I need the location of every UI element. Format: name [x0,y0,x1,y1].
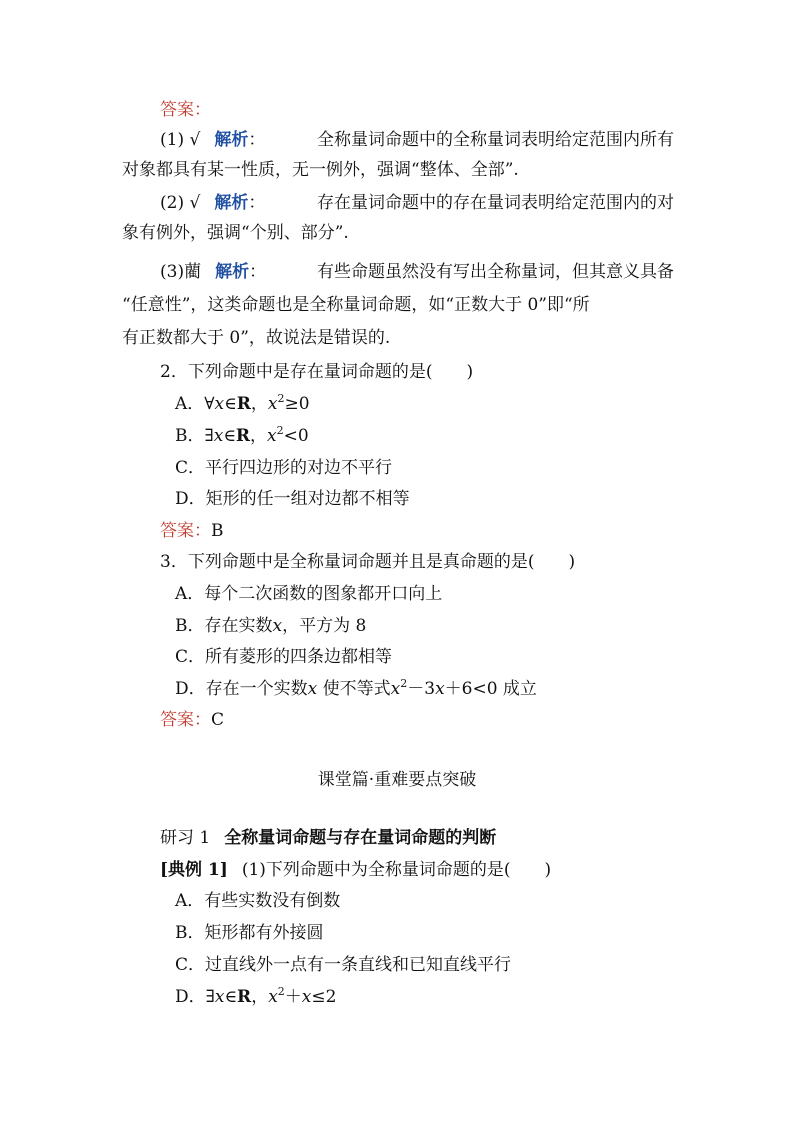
in-symbol: ∈ [224,394,237,414]
analysis-label-1: 解析 [214,130,249,150]
option-a-prefix: A．∀ [175,394,215,414]
option-d-rest: ≤2 [311,987,337,1007]
item-1-text-1: 全称量词命题中的全称量词表明给定范围内所有 [317,130,674,150]
item-3-number: (3) [160,262,185,282]
option-b-text: B．存在实数 [175,616,273,636]
option-b-rest: ，平方为 8 [282,616,367,636]
option-b-prefix: B．∃ [175,426,214,446]
topic-title: 全称量词命题与存在量词命题的判断 [224,828,497,848]
option-d-text: D．存在一个实数 [175,679,308,699]
analysis-label-3: 解析 [215,262,250,282]
item-2-number: (2) [160,193,185,213]
example-label: [典例 1] [160,860,228,880]
set-r: R [236,394,251,414]
comma: ， [250,426,268,446]
comma: ， [251,987,269,1007]
topic-heading [160,826,496,850]
var-x: x [272,616,283,636]
var-x: x [268,987,278,1007]
var-x: x [267,394,278,414]
question-3-answer [160,708,224,732]
var-x: x [213,426,224,446]
plus-sign: ＋ [284,987,302,1007]
set-r: R [235,426,251,446]
example-1-option-d [175,985,336,1009]
question-2-option-a [175,392,310,416]
var-x: x [390,679,401,699]
question-3-answer-value: C [211,710,225,730]
option-d-prefix: D．∃ [175,987,215,1007]
question-3-stem: 3．下列命题中是全称量词命题并且是真命题的是( ) [160,552,576,572]
colon: ： [249,262,267,282]
answer-label-2: 答案： [160,521,211,541]
question-2-option-d: D．矩形的任一组对边都不相等 [175,489,410,509]
question-3-option-d [175,677,537,701]
question-2-option-b [175,424,309,448]
item-2-mark: √ [189,193,201,213]
item-2-text-2: 象有例外，强调“个别、部分”. [122,223,349,243]
option-a-rest: ≥0 [284,394,310,414]
comma: ， [250,394,268,414]
analysis-label-2: 解析 [214,193,249,213]
var-x: x [214,394,225,414]
item-1-line-1 [160,128,674,152]
var-x: x [435,679,445,699]
var-x: x [307,679,318,699]
item-3-text-3: 有正数都大于 0”，故说法是错误的. [122,328,391,348]
superscript: 2 [277,392,285,405]
superscript: 2 [276,424,284,437]
colon: ： [248,193,266,213]
section-title: 课堂篇·重难要点突破 [317,770,477,790]
question-3-option-c: C．所有菱形的四条边都相等 [175,647,393,667]
example-1-option-b: B．矩形都有外接圆 [175,923,324,943]
question-2-answer [160,519,224,543]
option-d-rest: ＋6<0 成立 [444,679,537,699]
minus-three: －3 [407,679,436,699]
question-3-option-a: A．每个二次函数的图象都开口向上 [175,584,443,604]
item-3-text-1: 有些命题虽然没有写出全称量词，但其意义具备 [317,262,674,282]
example-stem-text: (1)下列命题中为全称量词命题的是( ) [241,860,552,880]
example-1-stem [160,858,551,882]
option-b-rest: <0 [283,426,309,446]
example-1-option-c: C．过直线外一点有一条直线和已知直线平行 [175,955,512,975]
item-2-line-1 [160,191,674,215]
colon: ： [248,130,266,150]
question-2-option-c: C．平行四边形的对边不平行 [175,458,393,478]
item-1-text-2: 对象都具有某一性质，无一例外，强调“整体、全部”. [122,160,519,180]
item-1-mark: √ [189,130,201,150]
example-1-option-a: A．有些实数没有倒数 [175,891,341,911]
var-x: x [267,426,277,446]
in-symbol: ∈ [223,426,236,446]
in-symbol: ∈ [224,987,238,1007]
item-1-number: (1) [160,130,185,150]
set-r: R [237,987,252,1007]
question-2-answer-value: B [211,521,224,541]
item-2-text-1: 存在量词命题中的存在量词表明给定范围内的对 [317,193,674,213]
superscript: 2 [400,677,408,690]
answer-label-1: 答案： [160,100,211,120]
var-x: x [214,987,225,1007]
topic-number: 研习 1 [160,828,211,848]
item-3-mark: 藺 [184,262,202,282]
item-3-text-2: “任意性”，这类命题也是全称量词命题，如“正数大于 0”即“所 [122,295,590,315]
var-x: x [301,987,312,1007]
option-d-mid: 使不等式 [317,679,391,699]
question-3-option-b [175,614,366,638]
answer-label-3: 答案： [160,710,211,730]
item-3-line-1 [160,260,674,284]
superscript: 2 [277,985,285,998]
question-2-stem: 2．下列命题中是存在量词命题的是( ) [160,362,474,382]
